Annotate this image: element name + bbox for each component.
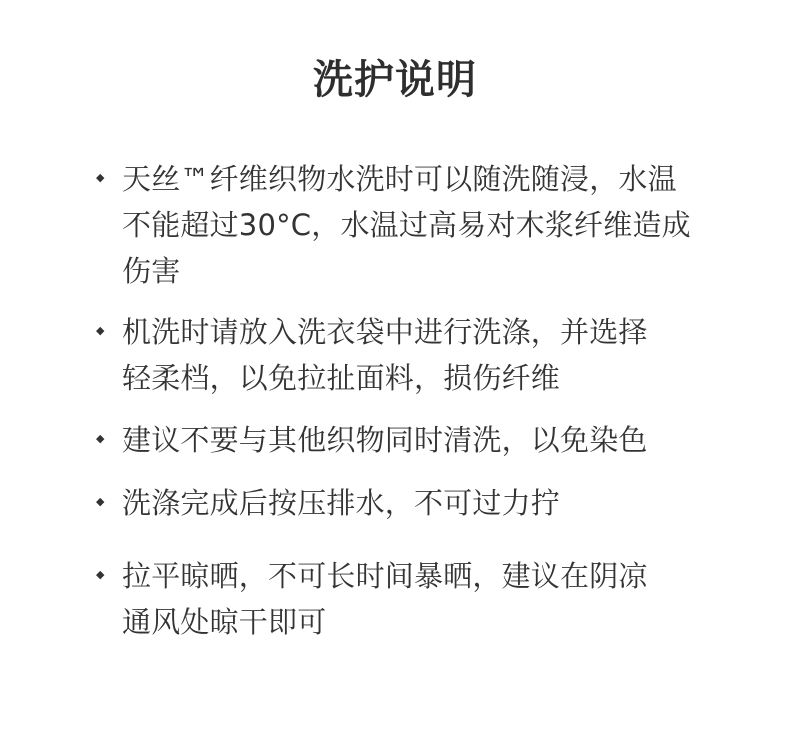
item-line: 洗涤完成后按压排水，不可过力拧 (122, 486, 561, 520)
item-text (122, 156, 746, 294)
item-line: 拉平晾晒，不可长时间暴晒，建议在阴凉 (122, 559, 648, 593)
item-text (122, 309, 746, 401)
list-item (96, 156, 746, 294)
item-line: 轻柔档，以免拉扯面料，损伤纤维 (122, 361, 561, 395)
item-line: 通风处晾干即可 (122, 605, 327, 639)
list-item (96, 417, 746, 463)
item-line: 建议不要与其他织物同时清洗，以免染色 (122, 423, 648, 457)
diamond-bullet-icon: ◆ (96, 495, 105, 508)
item-line: 天丝™纤维织物水洗时可以随洗随浸，水温 (122, 162, 677, 196)
item-line: 机洗时请放入洗衣袋中进行洗涤，并选择 (122, 315, 648, 349)
diamond-bullet-icon: ◆ (96, 568, 105, 581)
item-text (122, 480, 746, 526)
list-item (96, 480, 746, 526)
page-title: 洗护说明 (313, 57, 477, 103)
list-item (96, 553, 746, 645)
diamond-bullet-icon: ◆ (96, 432, 105, 445)
diamond-bullet-icon: ◆ (96, 171, 105, 184)
item-line: 伤害 (122, 254, 181, 288)
item-text (122, 417, 746, 463)
item-text (122, 553, 746, 645)
diamond-bullet-icon: ◆ (96, 324, 105, 337)
item-line: 不能超过30°C，水温过高易对木浆纤维造成 (122, 208, 691, 242)
list-item (96, 309, 746, 401)
